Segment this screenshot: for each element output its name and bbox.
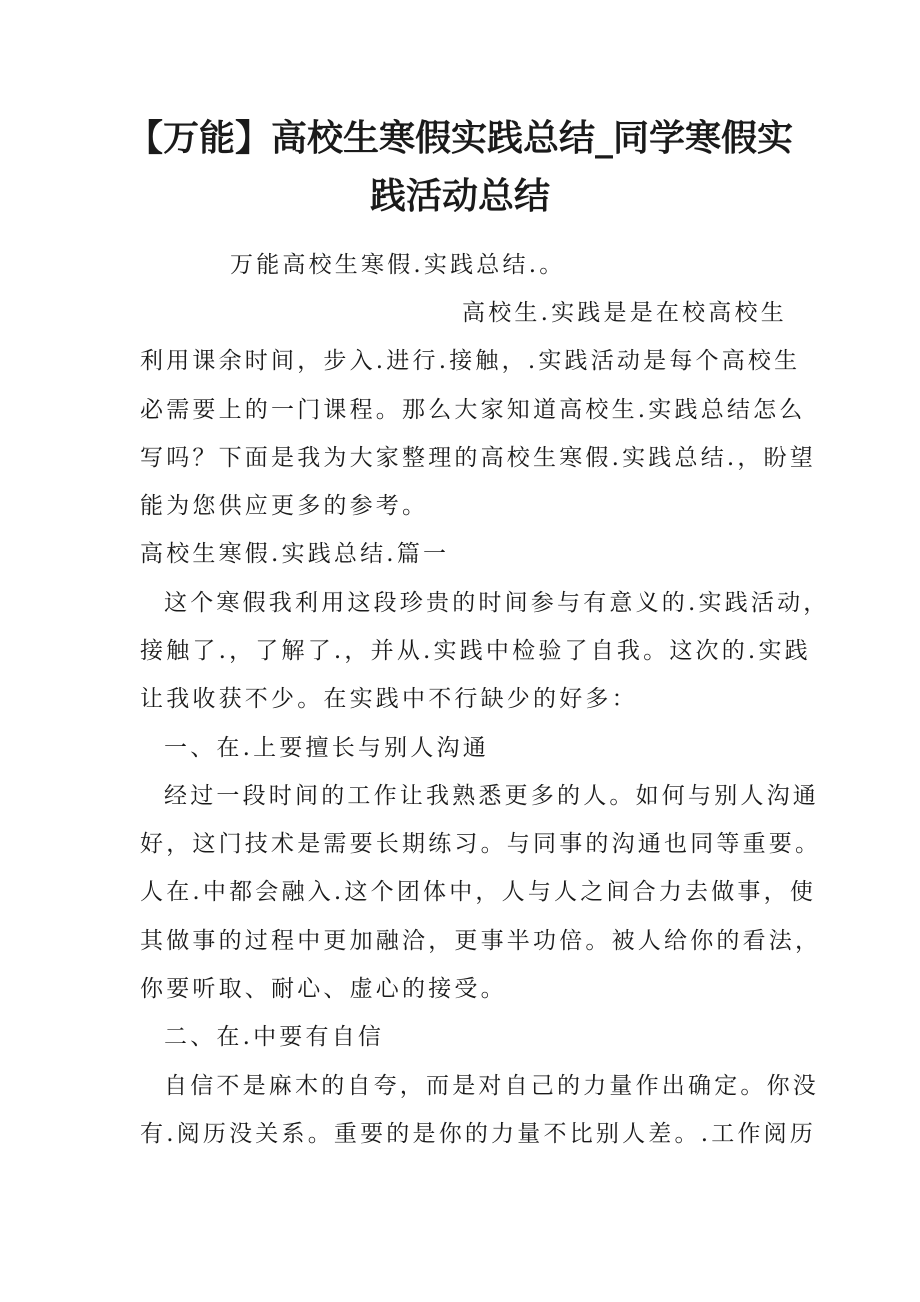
body-line: 这个寒假我利用这段珍贵的时间参与有意义的.实践活动，	[164, 590, 830, 616]
document-title-line-1: 【万能】高校生寒假实践总结_同学寒假实	[126, 118, 793, 159]
body-line: 必需要上的一门课程。那么大家知道高校生.实践总结怎么	[140, 397, 806, 423]
body-line: 能为您供应更多的参考。	[140, 493, 429, 519]
document-title-line-2: 践活动总结	[369, 176, 550, 217]
section-heading: 高校生寒假.实践总结.篇一	[140, 541, 450, 567]
body-line: 让我收获不少。在实践中不行缺少的好多：	[140, 686, 638, 712]
body-line: 好，这门技术是需要长期练习。与同事的沟通也同等重要。	[140, 831, 822, 857]
subheading: 一、在.上要擅长与别人沟通	[164, 735, 489, 761]
body-line: 高校生.实践是是在校高校生	[462, 300, 787, 326]
body-line: 自信不是麻木的自夸，而是对自己的力量作出确定。你没	[164, 1073, 819, 1099]
body-line: 写吗？下面是我为大家整理的高校生寒假.实践总结.，盼望	[140, 445, 817, 471]
body-line: 经过一段时间的工作让我熟悉更多的人。如何与别人沟通	[164, 783, 819, 809]
body-line: 利用课余时间，步入.进行.接触，.实践活动是每个高校生	[140, 348, 801, 374]
body-line: 其做事的过程中更加融洽，更事半功倍。被人给你的看法，	[140, 928, 822, 954]
body-line: 有.阅历没关系。重要的是你的力量不比别人差。.工作阅历	[140, 1121, 817, 1147]
body-line: 你要听取、耐心、虚心的接受。	[140, 976, 507, 1002]
intro-line: 万能高校生寒假.实践总结.。	[230, 252, 566, 278]
subheading: 二、在.中要有自信	[164, 1024, 385, 1050]
body-line: 人在.中都会融入.这个团体中，人与人之间合力去做事，使	[140, 879, 817, 905]
body-line: 接触了.，了解了.，并从.实践中检验了自我。这次的.实践	[140, 638, 811, 664]
